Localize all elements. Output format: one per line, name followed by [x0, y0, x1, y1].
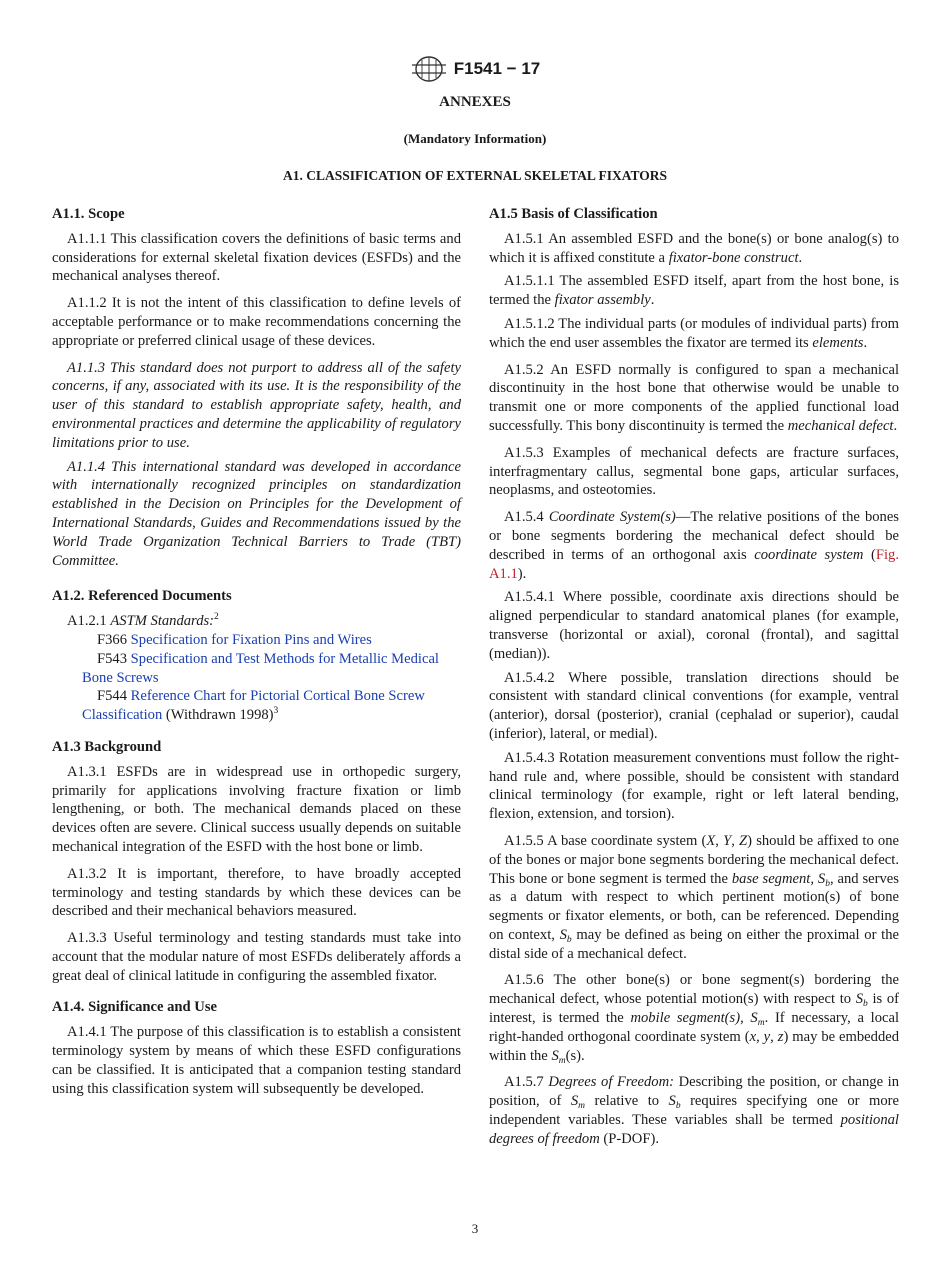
- paragraph-a1-5-6: A1.5.6 The other bone(s) or bone segment(s) bordering the mechanical defect, whose potential motion(s) with respect to $S_b$ is of interest, is termed the mobile segment(s), $S_m$. If necessary, a local right-handed orthogonal coordinate system (x, y, z) may be embedded within the $S_m(s)$.: [489, 972, 900, 1066]
- paragraph-a1-5-7: A1.5.7 Degrees of Freedom: Describing the position, or change in position, of $S_m$ relative to $S_b$ requires specifying one or more independent variables. These variables shall be termed positional degrees of freedom (P-DOF).: [489, 1074, 900, 1147]
- reference-item: F366 Specification for Fixation Pins and Wires: [97, 631, 372, 648]
- section-heading-basis-of-classification: A1.5 Basis of Classification: [489, 206, 658, 222]
- paragraph-a1-1-1: A1.1.1 This classification covers the definitions of basic terms and considerations for external skeletal fixation devices (ESFDs) and the mechanical analyses thereof.: [52, 230, 461, 285]
- document-header: [0, 56, 950, 82]
- right-column: [489, 205, 899, 1149]
- paragraph-a1-5-1: A1.5.1 An assembled ESFD and the bone(s) or bone analog(s) to which it is affixed constitute a fixator-bone construct.: [489, 230, 899, 266]
- paragraph-a1-4-1: A1.4.1 The purpose of this classification is to establish a consistent terminology system by means of which these ESFD configurations can be classified. It is anticipated that a companion testing standard using this classification system will subsequently be developed.: [52, 1024, 461, 1097]
- reference-item: F544 Reference Chart for Pictorial Cortical Bone Screw Classification (Withdrawn 1998)$^3$: [82, 688, 425, 724]
- mandatory-information-label: (Mandatory Information): [403, 131, 547, 146]
- section-heading-background: A1.3 Background: [52, 738, 162, 755]
- figure-link-a1-1[interactable]: Fig. A1.1: [489, 546, 899, 582]
- paragraph-a1-5-4-3: A1.5.4.3 Rotation measurement conventions must follow the right-hand rule and, where possible, should be consistent with standard clinical terminology (for example, right or left lateral bending, flexion, extension, and torsion).: [489, 749, 899, 823]
- reference-link-f544[interactable]: Reference Chart for Pictorial Cortical Bone Screw Classification: [82, 688, 425, 724]
- paragraph-a1-5-4-1: A1.5.4.1 Where possible, coordinate axis directions should be aligned perpendicular to standard anatomical planes (for example, transverse (horizontal or axial), coronal (frontal), and sagittal (median)).: [489, 589, 899, 662]
- paragraph-a1-1-3: A1.1.3 This standard does not purport to address all of the safety concerns, if any, associated with its use. It is the responsibility of the user of this standard to establish appropriate safety, health, and environmental practices and determine the applicability of regulatory limitations prior to use.: [52, 359, 461, 451]
- paragraph-a1-1-2: A1.1.2 It is not the intent of this classification to define levels of acceptable performance or to make recommendations concerning the appropriate or preferred clinical usage of these devices.: [52, 295, 461, 349]
- reference-link-f366[interactable]: Specification for Fixation Pins and Wires: [130, 631, 372, 648]
- paragraph-a1-3-3: A1.3.3 Useful terminology and testing standards must take into account that the modular nature of most ESFDs deliberately affords a great deal of clinical latitude in configuring the assembled fixator.: [52, 930, 461, 984]
- annexes-heading: ANNEXES: [439, 94, 511, 110]
- paragraph-a1-3-1: A1.3.1 ESFDs are in widespread use in orthopedic surgery, primarily for applications involving fracture fixation or limb lengthening, or both. The mechanical demands placed on these devices often are severe. Clinical success usually depends on suitable mechanical integration of the ESFD with the host bone or limb.: [52, 763, 461, 855]
- reference-item: F543 Specification and Test Methods for Metallic Medical Bone Screws: [82, 650, 439, 686]
- astm-logo-icon: [410, 56, 448, 82]
- paragraph-a1-5-1-2: A1.5.1.2 The individual parts (or modules of individual parts) from which the end user assembles the fixator are termed its elements.: [489, 315, 899, 351]
- paragraph-a1-5-1-1: A1.5.1.1 The assembled ESFD itself, apart from the host bone, is termed the fixator assembly.: [489, 273, 899, 309]
- section-heading-significance: A1.4. Significance and Use: [52, 999, 217, 1016]
- reference-link-f543[interactable]: Specification and Test Methods for Metallic Medical Bone Screws: [82, 650, 439, 686]
- paragraph-a1-5-4-2: A1.5.4.2 Where possible, translation directions should be consistent with standard clinical conventions (for example, ventral (anterior), dorsal (posterior), cranial (cephalad or superior), caudal (inferior), lateral, or medial).: [489, 669, 899, 742]
- left-column: [52, 205, 461, 1098]
- paragraph-a1-5-3: A1.5.3 Examples of mechanical defects are fracture surfaces, interfragmentary callus, segmental bone gaps, articular surfaces, neoplasms, and osteotomies.: [489, 444, 899, 499]
- paragraph-a1-5-5: A1.5.5 A base coordinate system (X, Y, Z) should be affixed to one of the bones or major bone segments bordering the mechanical defect. This bone or bone segment is termed the base segment, $S_b$, and serves as a datum with respect to which pertinent motion(s) of bone segments or fixator elements, or both, can be referenced. Depending on context, $S_b$ may be defined as being on either the proximal or the distal side of a mechanical defect.: [489, 832, 900, 962]
- paragraph-a1-3-2: A1.3.2 It is important, therefore, to have broadly accepted terminology and testing standards by which these devices can be described and their mechanical behaviors measured.: [52, 865, 461, 920]
- page-number: 3: [471, 1221, 479, 1236]
- paragraph-a1-5-4: A1.5.4 Coordinate System(s)—The relative positions of the bones or bone segments bordering the mechanical defect should be described in terms of an orthogonal axis coordinate system (Fig. A1.1).: [489, 509, 899, 582]
- standard-designation: F1541 − 17: [453, 59, 541, 78]
- section-heading-referenced-documents: A1.2. Referenced Documents: [52, 588, 232, 605]
- paragraph-a1-2-1: A1.2.1 ASTM Standards:$^2$: [67, 612, 219, 630]
- section-heading-scope: A1.1. Scope: [52, 206, 125, 222]
- paragraph-a1-5-2: A1.5.2 An ESFD normally is configured to span a mechanical discontinuity in the host bone that otherwise would be unable to transmit one or more components of the applied functional load successfully. This bony discontinuity is termed the mechanical defect.: [489, 361, 899, 434]
- paragraph-a1-1-4: A1.1.4 This international standard was developed in accordance with internationally recognized principles on standardization established in the Decision on Principles for the Development of International Standards, Guides and Recommendations issued by the World Trade Organization Technical Barriers to Trade (TBT) Committee.: [52, 458, 461, 569]
- annex-title: A1. CLASSIFICATION OF EXTERNAL SKELETAL FIXATORS: [282, 168, 668, 183]
